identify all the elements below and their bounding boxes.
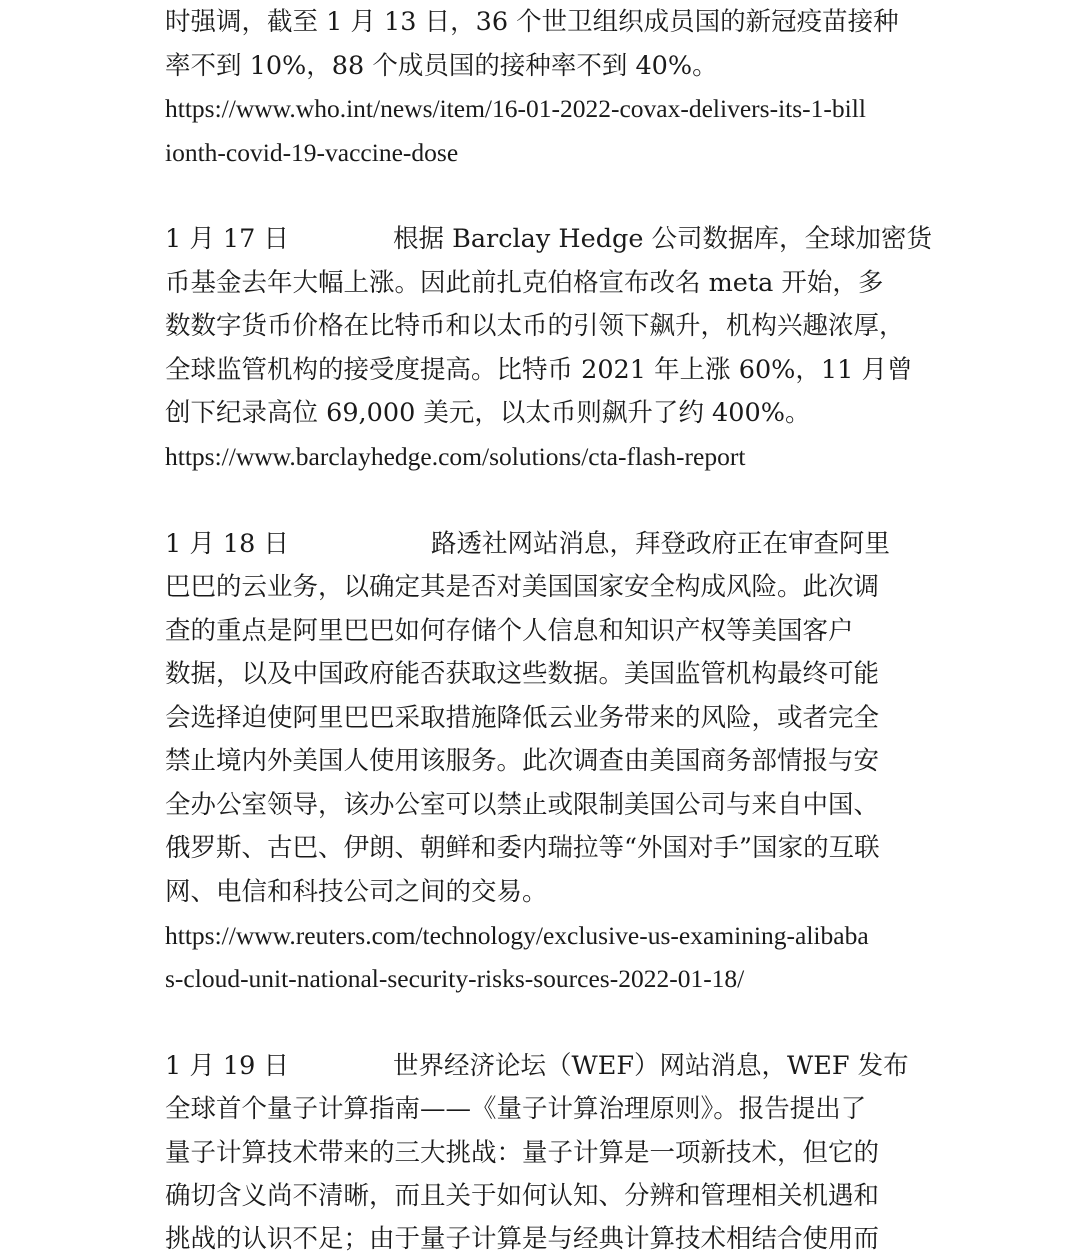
entry-first-line — [165, 1049, 909, 1083]
entry-date: 1 月 19 日 — [165, 1051, 289, 1081]
body-text-line: 会选择迫使阿里巴巴采取措施降低云业务带来的风险，或者完全 — [165, 703, 880, 733]
entry-first-line — [165, 222, 932, 256]
body-text-line: 查的重点是阿里巴巴如何存储个人信息和知识产权等美国客户 — [165, 616, 854, 646]
body-text-line: 网、电信和科技公司之间的交易。 — [165, 877, 548, 907]
body-text-line: 币基金去年大幅上涨。因此前扎克伯格宣布改名 meta 开始，多 — [165, 268, 884, 298]
body-text-line: 巴巴的云业务，以确定其是否对美国国家安全构成风险。此次调 — [165, 572, 880, 602]
entry-date: 1 月 17 日 — [165, 224, 289, 254]
source-link[interactable]: s-cloud-unit-national-security-risks-sources-2022-01-18/ — [165, 964, 745, 993]
source-link[interactable]: ionth-covid-19-vaccine-dose — [165, 138, 459, 167]
body-text-line: 俄罗斯、古巴、伊朗、朝鲜和委内瑞拉等“外国对手”国家的互联 — [165, 833, 880, 863]
body-text-line: 量子计算技术带来的三大挑战：量子计算是一项新技术，但它的 — [165, 1138, 880, 1168]
body-text-line: 挑战的认识不足；由于量子计算是与经典计算技术相结合使用而 — [165, 1224, 880, 1254]
body-text-line: 禁止境内外美国人使用该服务。此次调查由美国商务部情报与安 — [165, 746, 880, 776]
body-text-line: 数据，以及中国政府能否获取这些数据。美国监管机构最终可能 — [165, 659, 880, 689]
body-text-line: 率不到 10%，88 个成员国的接种率不到 40%。 — [165, 51, 718, 81]
entry-headline: 世界经济论坛（WEF）网站消息，WEF 发布 — [393, 1051, 909, 1081]
body-text-line: 创下纪录高位 69,000 美元，以太币则飙升了约 400%。 — [165, 398, 811, 428]
source-link[interactable]: https://www.reuters.com/technology/exclusive-us-examining-alibaba — [165, 921, 869, 950]
body-text-line: 数数字货币价格在比特币和以太币的引领下飙升，机构兴趣浓厚， — [165, 311, 905, 341]
body-text-line: 全球监管机构的接受度提高。比特币 2021 年上涨 60%，11 月曾 — [165, 355, 913, 385]
body-text-line: 时强调，截至 1 月 13 日，36 个世卫组织成员国的新冠疫苗接种 — [165, 7, 899, 37]
entry-date: 1 月 18 日 — [165, 529, 289, 559]
body-text-line: 全办公室领导，该办公室可以禁止或限制美国公司与来自中国、 — [165, 790, 880, 820]
source-link[interactable]: https://www.who.int/news/item/16-01-2022-covax-delivers-its-1-bill — [165, 94, 866, 123]
entry-headline: 路透社网站消息，拜登政府正在审查阿里 — [431, 529, 891, 559]
body-text-line: 全球首个量子计算指南——《量子计算治理原则》。报告提出了 — [165, 1094, 867, 1124]
entry-first-line — [165, 527, 890, 561]
body-text-line: 确切含义尚不清晰，而且关于如何认知、分辨和管理相关机遇和 — [165, 1181, 880, 1211]
source-link[interactable]: https://www.barclayhedge.com/solutions/cta-flash-report — [165, 442, 746, 471]
entry-headline: 根据 Barclay Hedge 公司数据库，全球加密货 — [393, 224, 933, 254]
